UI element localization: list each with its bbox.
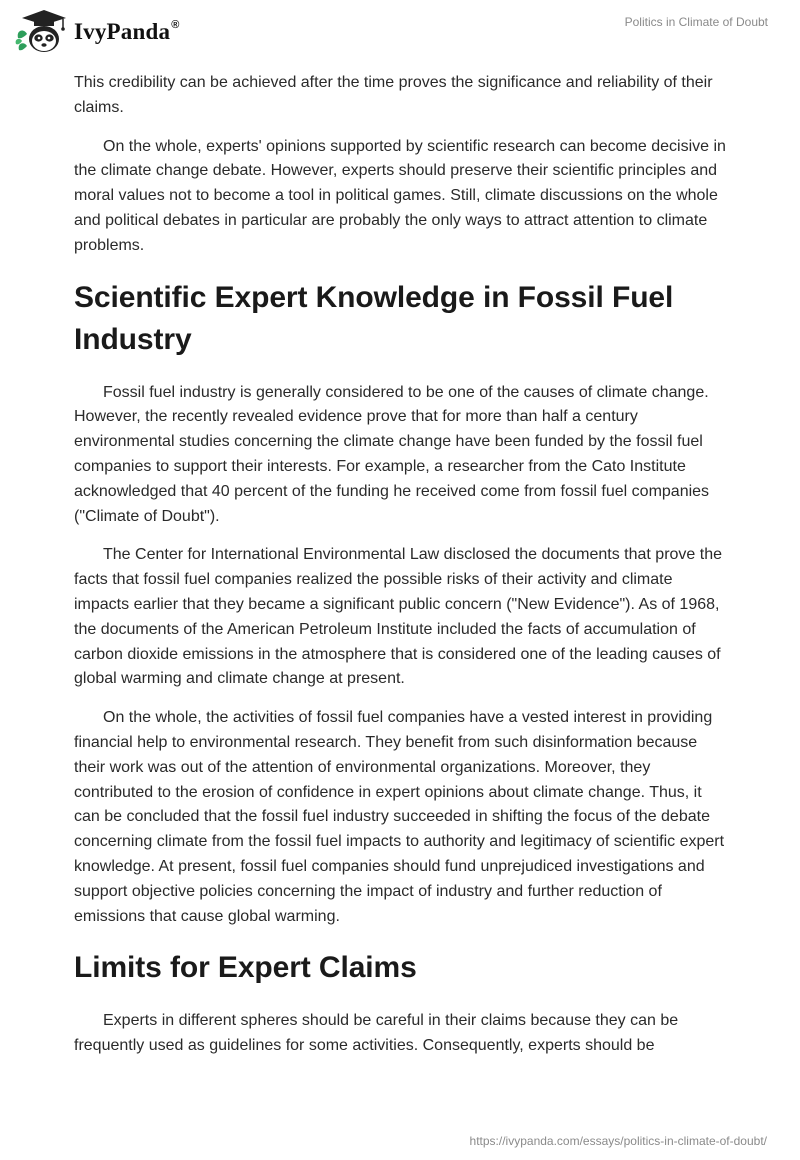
section-heading: Scientific Expert Knowledge in Fossil Fuel Industry [74, 280, 674, 356]
section-heading: Limits for Expert Claims [74, 951, 417, 985]
page-header [0, 0, 800, 64]
registered-mark: ® [171, 19, 180, 32]
ivypanda-logo[interactable] [14, 8, 180, 56]
paragraph: Experts in different spheres should be careful in their claims because they can be frequently used as guidelines for some activities. Consequently, experts should be [74, 1012, 679, 1055]
paragraph: The Center for International Environmental Law disclosed the documents that prove the facts that fossil fuel companies realized the possible risks of their activity and climate impacts earlier that they became a significant public concern ("New Evidence"). As of 1968, the documents of the American Petroleum Institute included the facts of accumulation of carbon dioxide emissions in the atmosphere that is considered one of the leading causes of global warming and climate change at present. [74, 546, 723, 688]
panda-graduate-icon [14, 8, 70, 56]
paragraph: On the whole, the activities of fossil fuel companies have a vested interest in providing financial help to environmental research. They benefit from such disinformation because their work was out of the attention of environmental organizations. Moreover, they contributed to the erosion of confidence in expert opinions about climate change. Thus, it can be concluded that the fossil fuel industry succeeded in shifting the focus of the debate concerning climate from the fossil fuel impacts to authority and legitimacy of scientific expert knowledge. At present, fossil fuel companies should fund unprejudiced investigations and support objective policies concerning the impact of industry and further reduction of emissions that cause global warming. [74, 709, 725, 925]
paragraph: This credibility can be achieved after the time proves the significance and reliability of their claims. [74, 74, 713, 116]
paragraph: Fossil fuel industry is generally considered to be one of the causes of climate change. However, the recently revealed evidence prove that for more than half a century environmental studies concerning the climate change have been funded by the fossil fuel companies to support their interests. For example, a researcher from the Cato Institute acknowledged that 40 percent of the funding he received come from fossil fuel companies ("Climate of Doubt"). [74, 383, 710, 525]
paragraph: On the whole, experts' opinions supported by scientific research can become decisive in the climate change debate. However, experts should preserve their scientific principles and moral values not to become a tool in political games. Still, climate discussions on the whole and political debates in particular are probably the only ways to attract attention to climate problems. [74, 137, 726, 254]
page-title: Politics in Climate of Doubt [624, 15, 768, 29]
article-body [74, 71, 728, 1073]
brand-name: IvyPanda® [74, 19, 180, 44]
source-url[interactable]: https://ivypanda.com/essays/politics-in-climate-of-doubt/ [469, 1134, 767, 1148]
